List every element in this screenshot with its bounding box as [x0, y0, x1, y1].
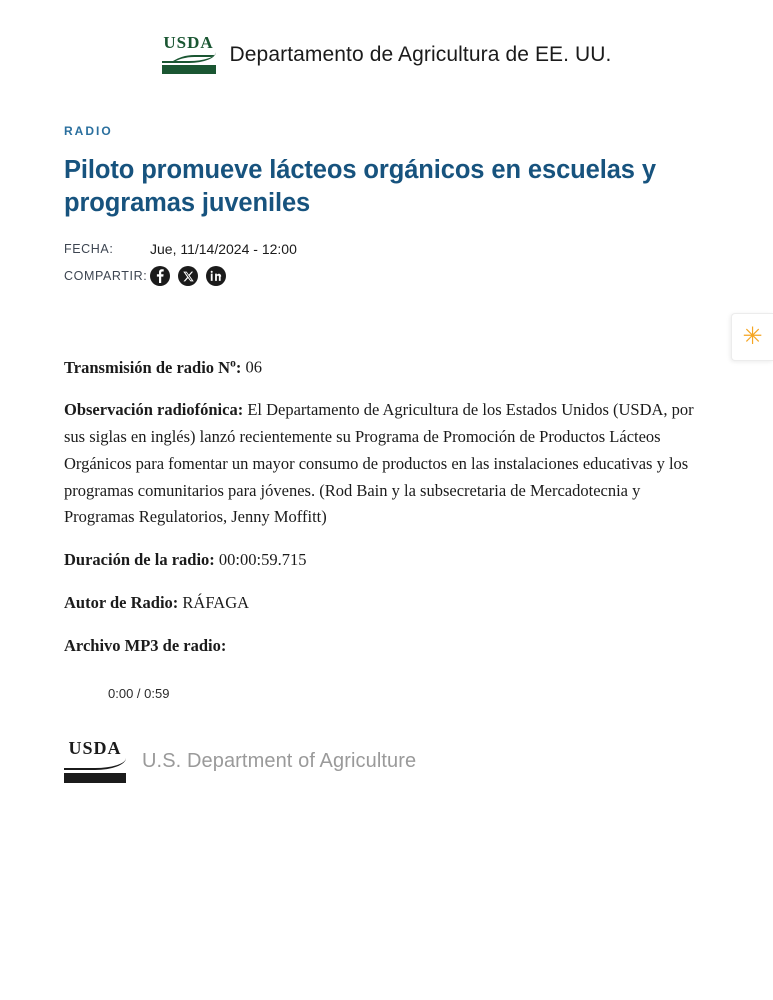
content-column: [0, 124, 773, 783]
observation-text: El Departamento de Agricultura de los Estados Unidos (USDA, por sus siglas en inglés) lanzó recientemente su Programa de Promoción de Productos Lácteos Orgánicos para fomentar un mayor consumo de productos en las instalaciones educativas y los programas comunitarios para jóvenes. (Rod Bain y la subsecretaria de Mercadotecnia y Programas Regulatorios, Jenny Moffitt): [64, 400, 694, 527]
broadcast-number-value: 06: [245, 357, 262, 377]
mp3-paragraph: [64, 633, 709, 660]
usda-footer-swoosh: [64, 758, 126, 770]
usda-footer-logo-icon[interactable]: [64, 739, 126, 783]
article-body: [64, 354, 709, 659]
article-kicker[interactable]: RADIO: [64, 124, 113, 138]
meta-row-share: [64, 266, 709, 286]
observation-paragraph: [64, 397, 709, 531]
usda-logo-swoosh: [162, 52, 216, 63]
duration-value: 00:00:59.715: [214, 550, 307, 570]
audio-duration: 0:59: [144, 686, 170, 702]
usda-logo-wordmark: USDA: [163, 33, 214, 52]
author-paragraph: [64, 590, 709, 617]
site-footer: [64, 739, 709, 783]
date-value: Jue, 11/14/2024 - 12:00: [150, 241, 297, 258]
broadcast-number-label: Transmisión de radio $N^o$:: [64, 357, 246, 377]
footer-title: U.S. Department of Agriculture: [142, 749, 417, 772]
audio-current-time: 0:00: [108, 686, 134, 702]
article-meta: [64, 241, 709, 286]
author-value: RÁFAGA: [178, 592, 250, 612]
usda-logo-bar: [162, 65, 216, 74]
ordinal-superscript: o: [230, 357, 236, 370]
usda-logo-icon[interactable]: [162, 34, 216, 76]
facebook-icon[interactable]: [150, 266, 170, 286]
author-label: Autor de Radio:: [64, 592, 179, 612]
share-icons: [150, 266, 226, 286]
masthead-title: Departamento de Agricultura de EE. UU.: [229, 43, 612, 66]
site-masthead: [0, 0, 773, 82]
asterisk-icon: ✳: [742, 323, 763, 350]
share-label: COMPARTIR:: [64, 269, 148, 284]
duration-label: Duración de la radio:: [64, 550, 215, 570]
duration-paragraph: [64, 547, 709, 574]
feedback-badge-button[interactable]: [731, 313, 773, 361]
broadcast-number-paragraph: [64, 354, 709, 381]
observation-label: Observación radiofónica:: [64, 400, 244, 420]
usda-footer-wordmark: USDA: [68, 738, 122, 759]
date-label: FECHA:: [64, 242, 114, 257]
x-twitter-icon[interactable]: [178, 266, 198, 286]
page-title: Piloto promueve lácteos orgánicos en escuelas y programas juveniles: [64, 156, 656, 217]
audio-player[interactable]: [64, 685, 709, 703]
mp3-label: Archivo MP3 de radio:: [64, 635, 227, 655]
usda-footer-bar: [64, 773, 126, 783]
meta-row-date: [64, 241, 709, 257]
linkedin-icon[interactable]: [206, 266, 226, 286]
audio-time-separator: /: [133, 686, 145, 702]
